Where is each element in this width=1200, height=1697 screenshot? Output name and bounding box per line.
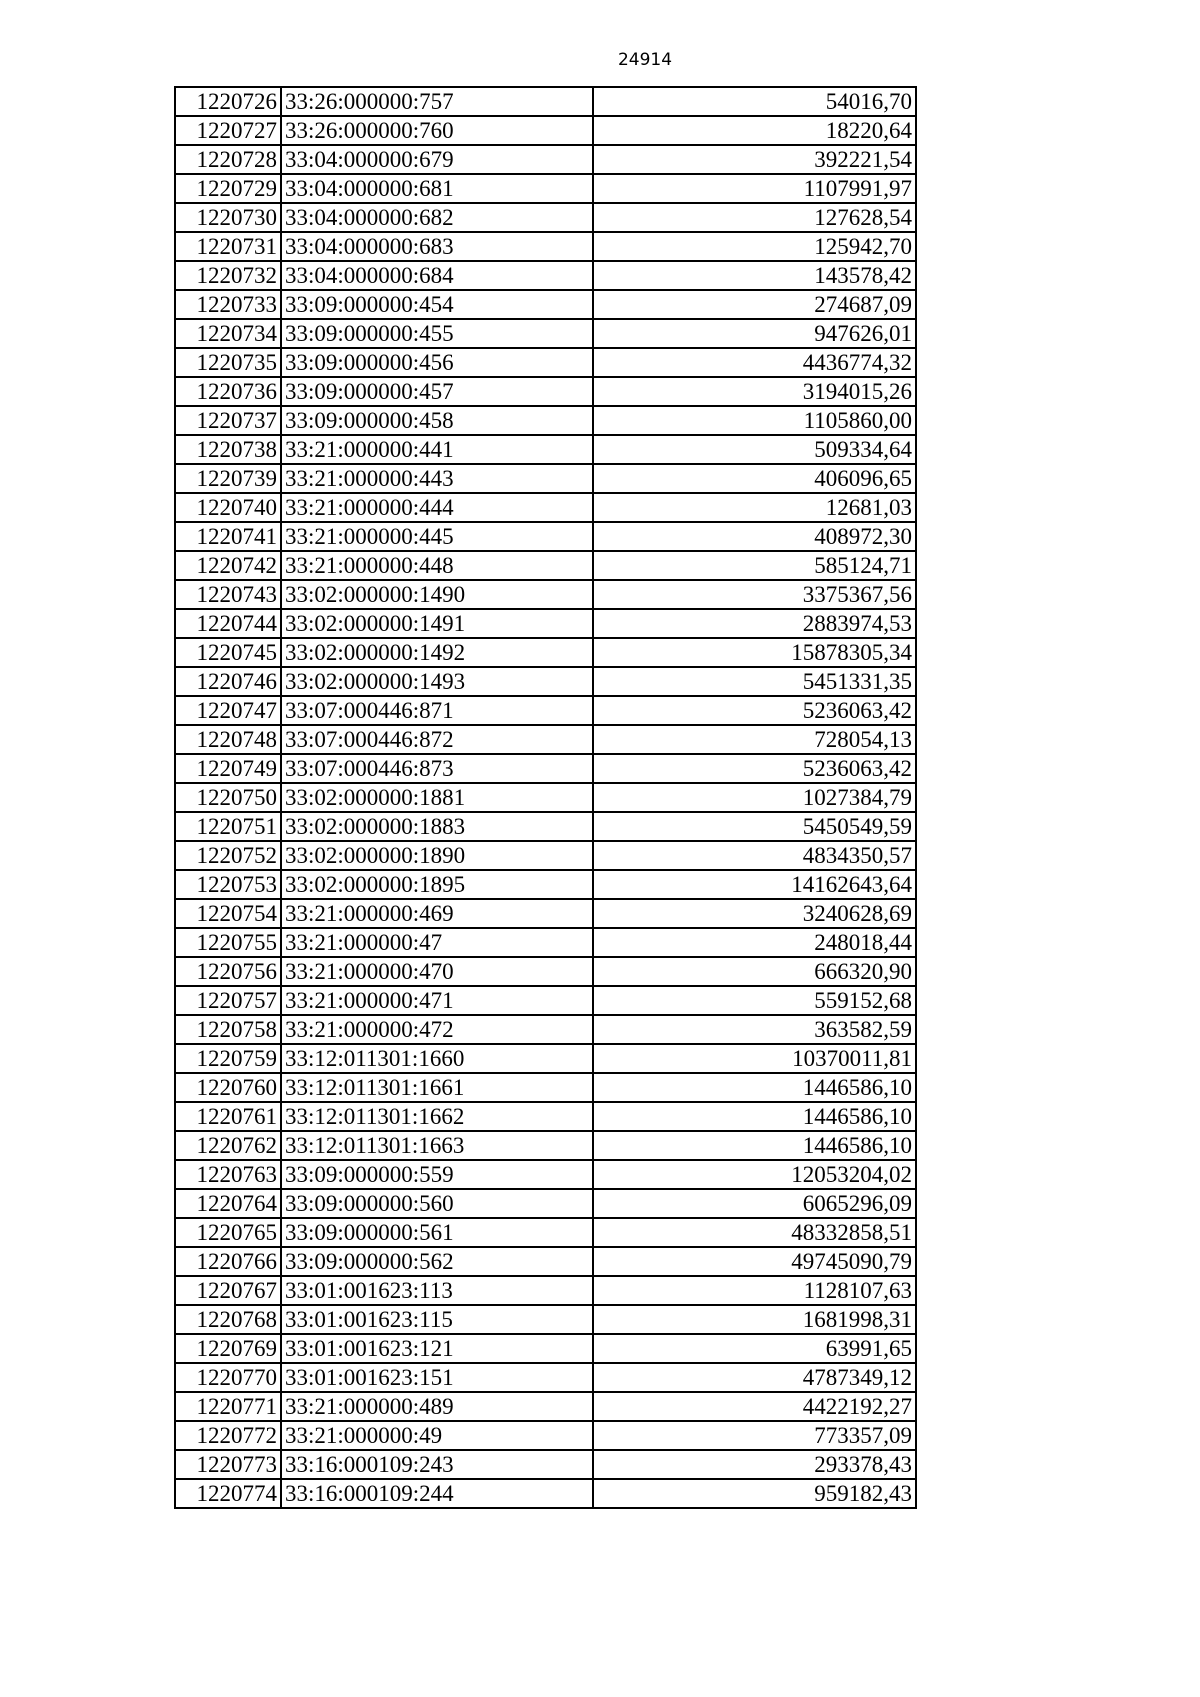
table-row: [175, 1131, 916, 1160]
cadastral-number-cell: 33:21:000000:469: [281, 899, 593, 928]
cadastral-number-cell: 33:04:000000:682: [281, 203, 593, 232]
value-cell: 666320,90: [593, 957, 916, 986]
row-id-cell: 1220750: [175, 783, 281, 812]
table-row: [175, 435, 916, 464]
table-row: [175, 638, 916, 667]
row-id-cell: 1220733: [175, 290, 281, 319]
table-row: [175, 1160, 916, 1189]
cadastral-number-cell: 33:07:000446:872: [281, 725, 593, 754]
value-cell: 6065296,09: [593, 1189, 916, 1218]
cadastral-number-cell: 33:02:000000:1491: [281, 609, 593, 638]
table-row: [175, 899, 916, 928]
table-row: [175, 261, 916, 290]
value-cell: 63991,65: [593, 1334, 916, 1363]
table-row: [175, 1363, 916, 1392]
table-row: [175, 1015, 916, 1044]
cadastral-number-cell: 33:21:000000:470: [281, 957, 593, 986]
value-cell: 5236063,42: [593, 696, 916, 725]
cadastral-number-cell: 33:02:000000:1883: [281, 812, 593, 841]
value-cell: 54016,70: [593, 87, 916, 116]
table-row: [175, 203, 916, 232]
row-id-cell: 1220732: [175, 261, 281, 290]
value-cell: 5236063,42: [593, 754, 916, 783]
value-cell: 4787349,12: [593, 1363, 916, 1392]
value-cell: 127628,54: [593, 203, 916, 232]
row-id-cell: 1220740: [175, 493, 281, 522]
row-id-cell: 1220753: [175, 870, 281, 899]
table-row: [175, 551, 916, 580]
table-row: [175, 580, 916, 609]
table-row: [175, 1247, 916, 1276]
value-cell: 248018,44: [593, 928, 916, 957]
row-id-cell: 1220763: [175, 1160, 281, 1189]
row-id-cell: 1220766: [175, 1247, 281, 1276]
row-id-cell: 1220769: [175, 1334, 281, 1363]
row-id-cell: 1220726: [175, 87, 281, 116]
table-row: [175, 957, 916, 986]
table-row: [175, 696, 916, 725]
row-id-cell: 1220744: [175, 609, 281, 638]
table-row: [175, 754, 916, 783]
cadastral-number-cell: 33:21:000000:443: [281, 464, 593, 493]
row-id-cell: 1220735: [175, 348, 281, 377]
table-row: [175, 812, 916, 841]
row-id-cell: 1220751: [175, 812, 281, 841]
table-row: [175, 667, 916, 696]
cadastral-number-cell: 33:02:000000:1895: [281, 870, 593, 899]
value-cell: 1446586,10: [593, 1102, 916, 1131]
row-id-cell: 1220761: [175, 1102, 281, 1131]
value-cell: 1107991,97: [593, 174, 916, 203]
cadastral-number-cell: 33:09:000000:560: [281, 1189, 593, 1218]
value-cell: 15878305,34: [593, 638, 916, 667]
cadastral-number-cell: 33:09:000000:455: [281, 319, 593, 348]
cadastral-number-cell: 33:04:000000:683: [281, 232, 593, 261]
row-id-cell: 1220746: [175, 667, 281, 696]
row-id-cell: 1220770: [175, 1363, 281, 1392]
value-cell: 773357,09: [593, 1421, 916, 1450]
cadastral-number-cell: 33:21:000000:445: [281, 522, 593, 551]
table-row: [175, 986, 916, 1015]
table-row: [175, 377, 916, 406]
cadastral-number-cell: 33:21:000000:49: [281, 1421, 593, 1450]
cadastral-number-cell: 33:16:000109:244: [281, 1479, 593, 1508]
value-cell: 1446586,10: [593, 1073, 916, 1102]
row-id-cell: 1220765: [175, 1218, 281, 1247]
value-cell: 4422192,27: [593, 1392, 916, 1421]
cadastral-number-cell: 33:12:011301:1663: [281, 1131, 593, 1160]
table-row: [175, 319, 916, 348]
row-id-cell: 1220731: [175, 232, 281, 261]
cadastral-number-cell: 33:02:000000:1890: [281, 841, 593, 870]
row-id-cell: 1220772: [175, 1421, 281, 1450]
table-row: [175, 145, 916, 174]
row-id-cell: 1220754: [175, 899, 281, 928]
cadastral-value-table: [174, 86, 917, 1509]
row-id-cell: 1220743: [175, 580, 281, 609]
row-id-cell: 1220756: [175, 957, 281, 986]
row-id-cell: 1220739: [175, 464, 281, 493]
value-cell: 1027384,79: [593, 783, 916, 812]
value-cell: 5451331,35: [593, 667, 916, 696]
value-cell: 509334,64: [593, 435, 916, 464]
table-row: [175, 725, 916, 754]
table-row: [175, 406, 916, 435]
row-id-cell: 1220729: [175, 174, 281, 203]
value-cell: 2883974,53: [593, 609, 916, 638]
cadastral-number-cell: 33:02:000000:1493: [281, 667, 593, 696]
table-row: [175, 232, 916, 261]
row-id-cell: 1220745: [175, 638, 281, 667]
cadastral-number-cell: 33:04:000000:679: [281, 145, 593, 174]
cadastral-number-cell: 33:09:000000:458: [281, 406, 593, 435]
cadastral-number-cell: 33:04:000000:681: [281, 174, 593, 203]
row-id-cell: 1220759: [175, 1044, 281, 1073]
row-id-cell: 1220755: [175, 928, 281, 957]
row-id-cell: 1220757: [175, 986, 281, 1015]
cadastral-number-cell: 33:26:000000:757: [281, 87, 593, 116]
value-cell: 293378,43: [593, 1450, 916, 1479]
cadastral-number-cell: 33:12:011301:1660: [281, 1044, 593, 1073]
cadastral-number-cell: 33:01:001623:113: [281, 1276, 593, 1305]
cadastral-number-cell: 33:07:000446:873: [281, 754, 593, 783]
value-cell: 559152,68: [593, 986, 916, 1015]
cadastral-number-cell: 33:21:000000:47: [281, 928, 593, 957]
row-id-cell: 1220767: [175, 1276, 281, 1305]
cadastral-number-cell: 33:12:011301:1662: [281, 1102, 593, 1131]
table-row: [175, 928, 916, 957]
cadastral-number-cell: 33:09:000000:456: [281, 348, 593, 377]
row-id-cell: 1220762: [175, 1131, 281, 1160]
row-id-cell: 1220768: [175, 1305, 281, 1334]
cadastral-number-cell: 33:09:000000:562: [281, 1247, 593, 1276]
table-row: [175, 1305, 916, 1334]
row-id-cell: 1220736: [175, 377, 281, 406]
value-cell: 10370011,81: [593, 1044, 916, 1073]
table-row: [175, 290, 916, 319]
value-cell: 392221,54: [593, 145, 916, 174]
table-row: [175, 174, 916, 203]
row-id-cell: 1220749: [175, 754, 281, 783]
row-id-cell: 1220742: [175, 551, 281, 580]
table-row: [175, 1276, 916, 1305]
row-id-cell: 1220747: [175, 696, 281, 725]
value-cell: 959182,43: [593, 1479, 916, 1508]
table-row: [175, 493, 916, 522]
value-cell: 1128107,63: [593, 1276, 916, 1305]
table-row: [175, 464, 916, 493]
table-row: [175, 609, 916, 638]
row-id-cell: 1220730: [175, 203, 281, 232]
table-row: [175, 1102, 916, 1131]
cadastral-number-cell: 33:09:000000:561: [281, 1218, 593, 1247]
value-cell: 585124,71: [593, 551, 916, 580]
value-cell: 125942,70: [593, 232, 916, 261]
table-row: [175, 870, 916, 899]
value-cell: 728054,13: [593, 725, 916, 754]
table-row: [175, 1479, 916, 1508]
cadastral-number-cell: 33:02:000000:1881: [281, 783, 593, 812]
cadastral-number-cell: 33:26:000000:760: [281, 116, 593, 145]
table-row: [175, 1073, 916, 1102]
value-cell: 49745090,79: [593, 1247, 916, 1276]
value-cell: 143578,42: [593, 261, 916, 290]
cadastral-number-cell: 33:21:000000:471: [281, 986, 593, 1015]
cadastral-number-cell: 33:04:000000:684: [281, 261, 593, 290]
value-cell: 48332858,51: [593, 1218, 916, 1247]
value-cell: 12053204,02: [593, 1160, 916, 1189]
row-id-cell: 1220764: [175, 1189, 281, 1218]
table-row: [175, 1450, 916, 1479]
table-row: [175, 1421, 916, 1450]
cadastral-number-cell: 33:01:001623:151: [281, 1363, 593, 1392]
value-cell: 5450549,59: [593, 812, 916, 841]
cadastral-number-cell: 33:21:000000:444: [281, 493, 593, 522]
value-cell: 408972,30: [593, 522, 916, 551]
cadastral-number-cell: 33:01:001623:115: [281, 1305, 593, 1334]
row-id-cell: 1220741: [175, 522, 281, 551]
cadastral-number-cell: 33:21:000000:441: [281, 435, 593, 464]
value-cell: 1681998,31: [593, 1305, 916, 1334]
table-body: [175, 87, 916, 1508]
value-cell: 12681,03: [593, 493, 916, 522]
row-id-cell: 1220728: [175, 145, 281, 174]
table-row: [175, 87, 916, 116]
cadastral-number-cell: 33:09:000000:454: [281, 290, 593, 319]
value-cell: 1105860,00: [593, 406, 916, 435]
row-id-cell: 1220738: [175, 435, 281, 464]
row-id-cell: 1220771: [175, 1392, 281, 1421]
value-cell: 1446586,10: [593, 1131, 916, 1160]
table-row: [175, 116, 916, 145]
page-number: 24914: [617, 50, 673, 70]
value-cell: 14162643,64: [593, 870, 916, 899]
table-row: [175, 1189, 916, 1218]
table-row: [175, 348, 916, 377]
table-row: [175, 1218, 916, 1247]
table-row: [175, 1334, 916, 1363]
table-row: [175, 841, 916, 870]
cadastral-number-cell: 33:02:000000:1492: [281, 638, 593, 667]
value-cell: 3194015,26: [593, 377, 916, 406]
value-cell: 406096,65: [593, 464, 916, 493]
row-id-cell: 1220760: [175, 1073, 281, 1102]
table-row: [175, 1044, 916, 1073]
cadastral-number-cell: 33:09:000000:457: [281, 377, 593, 406]
cadastral-number-cell: 33:09:000000:559: [281, 1160, 593, 1189]
row-id-cell: 1220727: [175, 116, 281, 145]
cadastral-number-cell: 33:16:000109:243: [281, 1450, 593, 1479]
cadastral-number-cell: 33:21:000000:472: [281, 1015, 593, 1044]
row-id-cell: 1220773: [175, 1450, 281, 1479]
row-id-cell: 1220752: [175, 841, 281, 870]
cadastral-number-cell: 33:21:000000:448: [281, 551, 593, 580]
value-cell: 3240628,69: [593, 899, 916, 928]
row-id-cell: 1220774: [175, 1479, 281, 1508]
row-id-cell: 1220758: [175, 1015, 281, 1044]
value-cell: 274687,09: [593, 290, 916, 319]
cadastral-number-cell: 33:12:011301:1661: [281, 1073, 593, 1102]
cadastral-number-cell: 33:21:000000:489: [281, 1392, 593, 1421]
table-row: [175, 783, 916, 812]
value-cell: 363582,59: [593, 1015, 916, 1044]
table-row: [175, 1392, 916, 1421]
row-id-cell: 1220748: [175, 725, 281, 754]
value-cell: 3375367,56: [593, 580, 916, 609]
table-row: [175, 522, 916, 551]
row-id-cell: 1220737: [175, 406, 281, 435]
cadastral-number-cell: 33:07:000446:871: [281, 696, 593, 725]
value-cell: 18220,64: [593, 116, 916, 145]
value-cell: 947626,01: [593, 319, 916, 348]
cadastral-number-cell: 33:02:000000:1490: [281, 580, 593, 609]
value-cell: 4436774,32: [593, 348, 916, 377]
row-id-cell: 1220734: [175, 319, 281, 348]
value-cell: 4834350,57: [593, 841, 916, 870]
cadastral-number-cell: 33:01:001623:121: [281, 1334, 593, 1363]
